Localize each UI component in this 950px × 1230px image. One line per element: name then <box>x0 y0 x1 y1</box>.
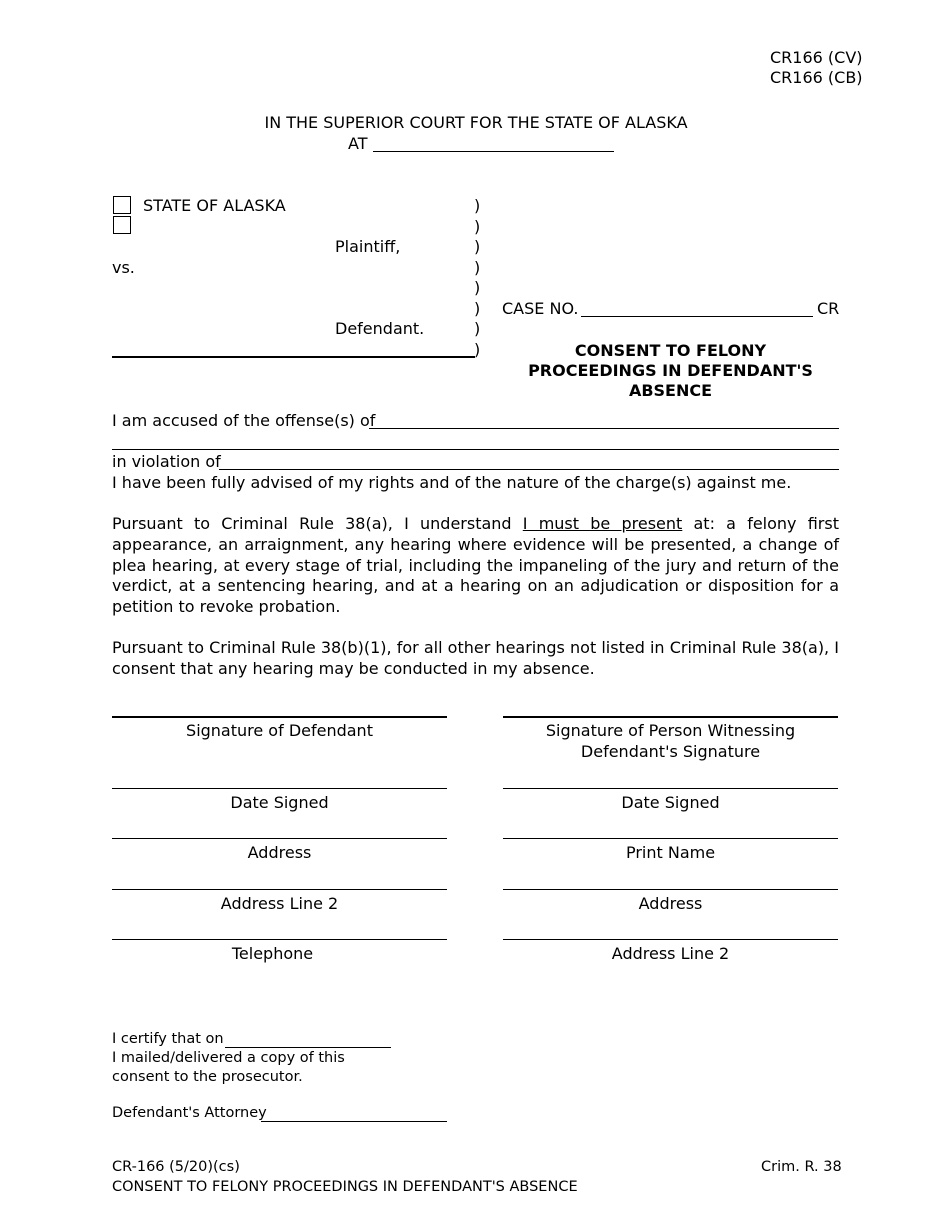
witness-signature-label: Signature of Person Witnessing Defendant's Signature <box>545 721 796 761</box>
court-title: IN THE SUPERIOR COURT FOR THE STATE OF ALASKA <box>264 113 688 132</box>
witness-date-field[interactable] <box>503 788 838 789</box>
form-code-cv: CR166 (CV) <box>770 48 863 67</box>
caption-paren: ) <box>474 217 481 236</box>
witness-print-name-field[interactable] <box>503 838 838 839</box>
rule-38a-paragraph <box>112 514 839 618</box>
footer-form-id: CR-166 (5/20)(cs) <box>112 1159 240 1175</box>
accused-label: I am accused of the offense(s) of <box>112 411 376 430</box>
document-title-line-2: PROCEEDINGS IN DEFENDANT'S <box>528 361 813 380</box>
caption-paren: ) <box>474 319 481 338</box>
rule-38a-text-end: at: a felony first appearance, an arraignment, any hearing where evidence will be presented, a change of plea hearing, at every stage of trial, including the impaneling of the jury and return of the verdict, at a sentencing hearing, and at a hearing on an adjudication or disposition for a petition to revoke probation. <box>112 514 839 617</box>
case-no-label: CASE NO. <box>502 299 579 318</box>
at-label: AT <box>348 134 368 153</box>
attorney-label: Defendant's Attorney <box>112 1105 267 1121</box>
vs-label: vs. <box>112 258 135 277</box>
certificate-date-field[interactable] <box>225 1047 391 1048</box>
plaintiff-checkbox-2[interactable] <box>113 216 131 234</box>
witness-date-label: Date Signed <box>621 793 720 812</box>
defendant-signature-label: Signature of Defendant <box>186 721 373 740</box>
defendant-telephone-field[interactable] <box>112 939 447 940</box>
defendant-date-field[interactable] <box>112 788 447 789</box>
caption-paren: ) <box>474 299 481 318</box>
defendant-address-2-field[interactable] <box>112 889 447 890</box>
witness-address-label: Address <box>638 894 703 913</box>
plaintiff-checkbox-1[interactable] <box>113 196 131 214</box>
caption-paren: ) <box>474 278 481 297</box>
advised-statement: I have been fully advised of my rights and of the nature of the charge(s) against me. <box>112 473 792 492</box>
attorney-signature-field[interactable] <box>261 1121 447 1122</box>
defendant-address-field[interactable] <box>112 838 447 839</box>
violation-field[interactable] <box>219 469 839 470</box>
rule-38a-text-start: Pursuant to Criminal Rule 38(a), I understand <box>112 514 523 533</box>
footer-form-title: CONSENT TO FELONY PROCEEDINGS IN DEFENDANT'S ABSENCE <box>112 1179 578 1195</box>
defendant-date-label: Date Signed <box>230 793 329 812</box>
defendant-address-label: Address <box>247 843 312 862</box>
defendant-label: Defendant. <box>335 319 425 338</box>
witness-address-2-field[interactable] <box>503 939 838 940</box>
witness-address-field[interactable] <box>503 889 838 890</box>
defendant-address-2-label: Address Line 2 <box>220 894 339 913</box>
caption-paren: ) <box>474 196 481 215</box>
at-location-field[interactable] <box>373 151 614 152</box>
case-no-field[interactable] <box>581 316 813 317</box>
defendant-name-field[interactable] <box>112 356 475 358</box>
caption-paren: ) <box>474 340 481 359</box>
must-be-present-emphasis: I must be present <box>522 514 683 533</box>
footer-rule-reference: Crim. R. 38 <box>761 1159 842 1175</box>
violation-label: in violation of <box>112 452 221 471</box>
defendant-signature-field[interactable] <box>112 716 447 718</box>
form-code-cb: CR166 (CB) <box>770 68 863 87</box>
plaintiff-label: Plaintiff, <box>335 237 401 256</box>
offense-field[interactable] <box>369 428 839 429</box>
document-title-line-3: ABSENCE <box>628 381 713 400</box>
case-suffix: CR <box>817 299 840 318</box>
certificate-line-3: consent to the prosecutor. <box>112 1069 303 1085</box>
defendant-telephone-label: Telephone <box>231 944 314 963</box>
caption-paren: ) <box>474 237 481 256</box>
caption-paren: ) <box>474 258 481 277</box>
plaintiff-name: STATE OF ALASKA <box>143 196 286 215</box>
offense-field-line-2[interactable] <box>112 449 839 450</box>
witness-address-2-label: Address Line 2 <box>611 944 730 963</box>
document-title-line-1: CONSENT TO FELONY <box>574 341 767 360</box>
certificate-line-2: I mailed/delivered a copy of this <box>112 1050 345 1066</box>
rule-38b-paragraph: Pursuant to Criminal Rule 38(b)(1), for all other hearings not listed in Criminal Rule 38(a), I consent that any hearing may be conducted in my absence. <box>112 638 839 678</box>
certificate-line-1: I certify that on <box>112 1031 224 1047</box>
witness-signature-field[interactable] <box>503 716 838 718</box>
witness-print-name-label: Print Name <box>625 843 716 862</box>
